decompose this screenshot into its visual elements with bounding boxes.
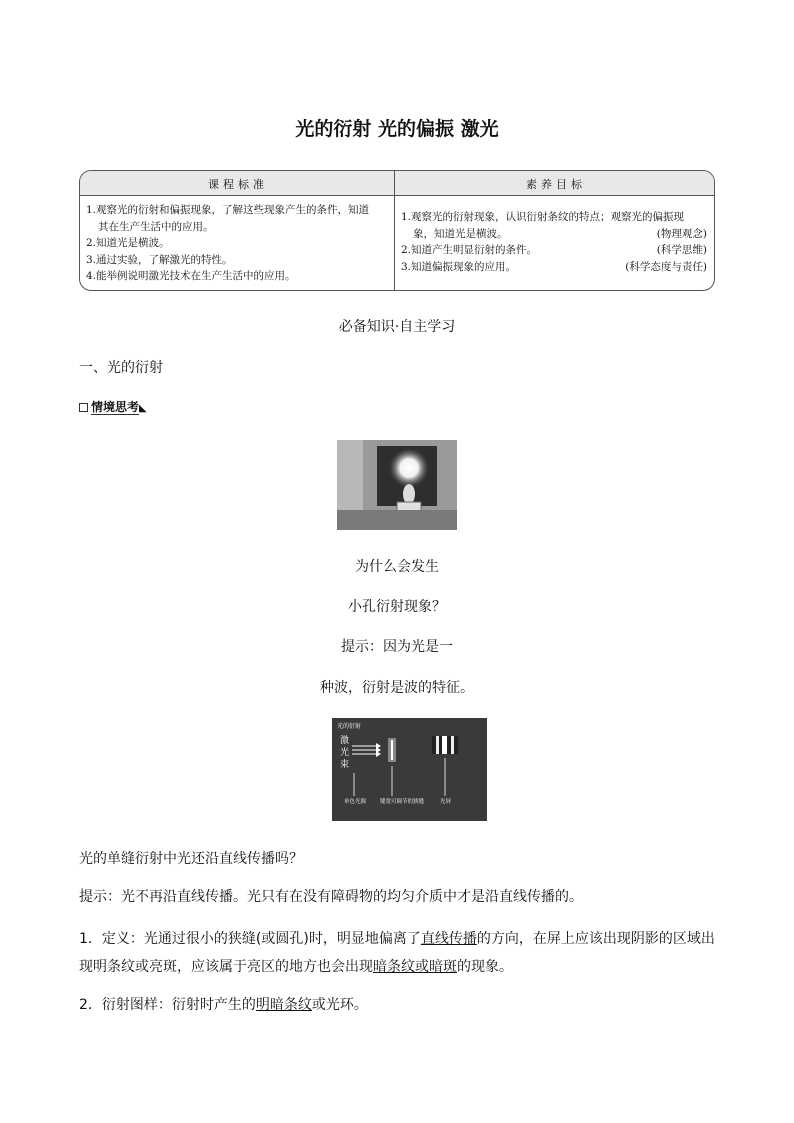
standard-item: 其在生产生活中的应用。 [98, 220, 214, 233]
underlined-term: 直线传播 [420, 931, 477, 947]
goal-item: 1.观察光的衍射现象，认识衍射条纹的特点；观察光的偏振现 [401, 211, 685, 223]
small-hole-diffraction-image [337, 440, 457, 530]
underlined-term: 暗条纹或暗斑 [373, 959, 457, 975]
caption-line: 种波，衍射是波的特征。 [320, 680, 474, 696]
single-slit-diffraction-image [332, 718, 487, 821]
goal-item: 2.知道产生明显衍射的条件。 (科学思维) [401, 242, 707, 259]
scenario-thinking-label: 情境思考◣ [79, 398, 147, 415]
caption-line: 小孔衍射现象？ [348, 599, 446, 615]
beam-label: 束 [340, 760, 350, 770]
beam-label: 光 [340, 748, 350, 758]
corner-mark-icon: ◣ [139, 403, 147, 414]
figure-label-slit: 缝宽可调节的狭缝 [380, 799, 425, 805]
single-slit-diagram [332, 718, 487, 821]
curriculum-standards-table [79, 170, 715, 291]
definition-paragraph: 1．定义：光通过很小的狭缝(或圆孔)时，明显地偏离了直线传播的方向，在屏上应该出现阴影的区域出现明条纹或亮斑，应该属于亮区的地方也会出现暗条纹或暗斑的现象。 [79, 931, 715, 975]
figure-label-screen: 光屏 [440, 799, 452, 805]
header-curriculum-standard: 课程标准 [208, 178, 268, 191]
standard-item: 3.通过实验，了解激光的特性。 [86, 253, 233, 266]
standard-item: 1.观察光的衍射和偏振现象，了解这些现象产生的条件，知道 [86, 204, 370, 216]
table-header [80, 171, 714, 196]
goal-item: 象，知道光是横波。 (物理观念) [401, 226, 707, 243]
square-icon [79, 403, 88, 412]
figure-label-source: 单色光源 [344, 799, 367, 805]
question-text: 光的单缝衍射中光还沿直线传播吗？ [79, 851, 303, 867]
diffraction-photo [337, 440, 457, 530]
heading-diffraction: 一、光的衍射 [79, 360, 163, 376]
goal-tag: (科学态度与责任) [625, 260, 707, 273]
caption-line: 提示：因为光是一 [341, 639, 453, 655]
page-title: 光的衍射 光的偏振 激光 [295, 118, 499, 140]
standard-item: 2.知道光是横波。 [86, 237, 170, 249]
standards-list [86, 202, 390, 285]
goal-tag: (物理观念) [656, 227, 707, 240]
goal-item: 3.知道偏振现象的应用。 (科学态度与责任) [401, 259, 707, 276]
standard-item: 4.能举例说明激光技术在生产生活中的应用。 [86, 270, 296, 282]
goal-tag: (科学思维) [656, 244, 707, 256]
answer-text: 提示：光不再沿直线传播。光只有在没有障碍物的均匀介质中才是沿直线传播的。 [79, 889, 583, 905]
section-title: 必备知识·自主学习 [338, 319, 456, 335]
caption-line: 为什么会发生 [355, 559, 439, 575]
underlined-term: 明暗条纹 [255, 997, 312, 1013]
beam-label: 激 [340, 736, 350, 746]
pattern-paragraph: 2．衍射图样：衍射时产生的明暗条纹或光环。 [79, 997, 368, 1013]
goals-list [401, 209, 707, 275]
column-divider [394, 171, 395, 290]
header-literacy-goals: 素养目标 [526, 178, 586, 191]
figure-corner-label: 光的衍射 [337, 723, 362, 730]
